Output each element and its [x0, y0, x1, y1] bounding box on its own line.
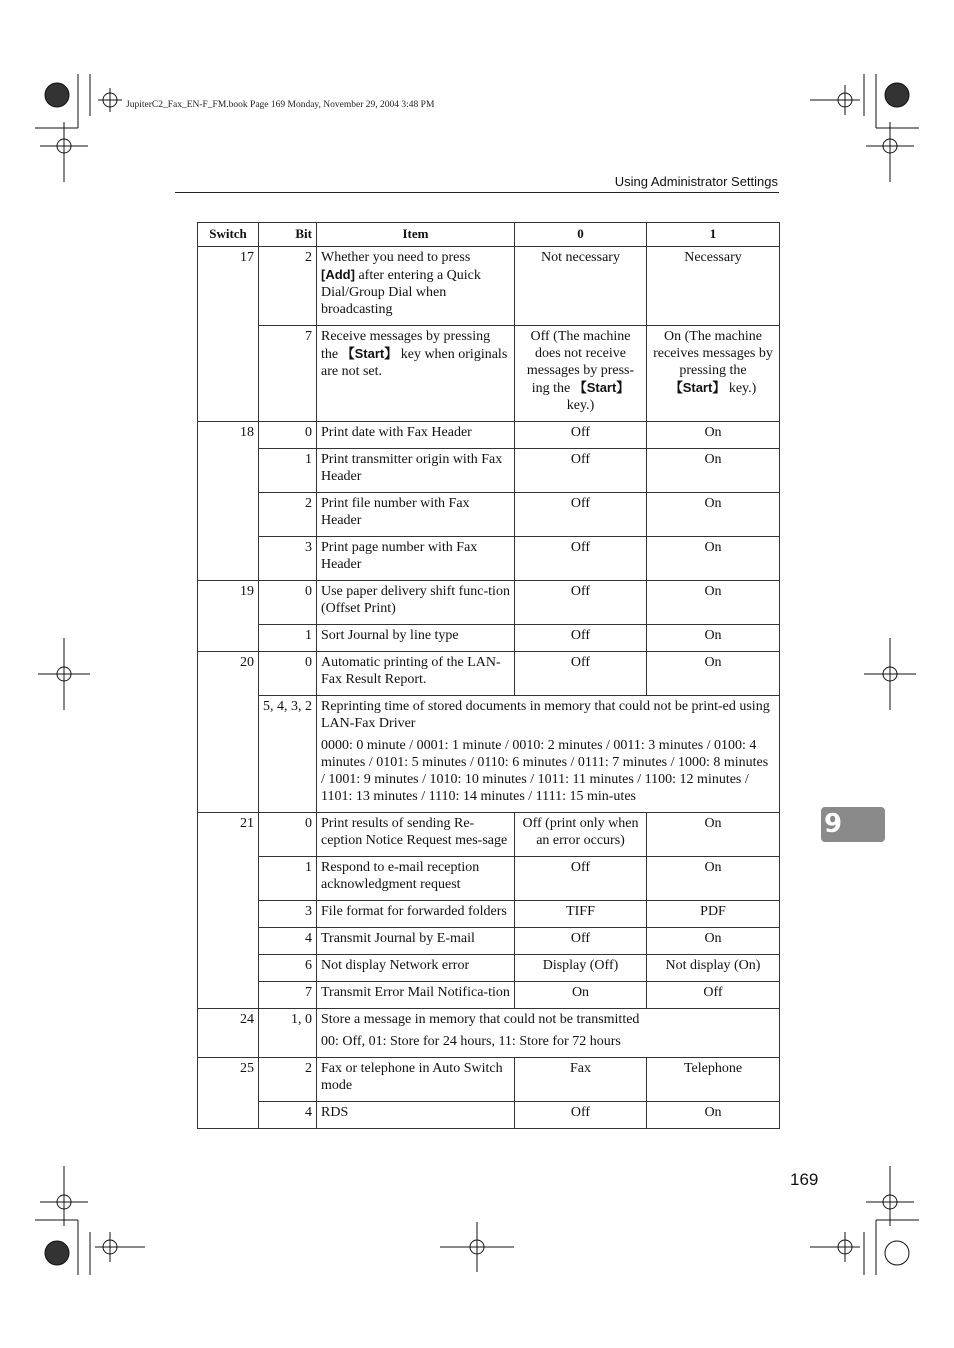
value-0-cell: Off — [515, 449, 647, 493]
value-text: key.) — [566, 398, 595, 413]
table-row — [198, 928, 780, 955]
bit-cell: 1 — [259, 449, 317, 493]
running-head: Using Administrator Settings — [614, 174, 778, 189]
item-cell: Transmit Error Mail Notifica-tion — [317, 982, 515, 1009]
value-0-cell: Off — [515, 422, 647, 449]
table-row — [198, 955, 780, 982]
add-key-label: [Add] — [321, 267, 355, 282]
header-switch: Switch — [198, 223, 259, 247]
value-0-cell: Off — [515, 537, 647, 581]
item-cell — [317, 247, 515, 326]
table-row — [198, 1009, 780, 1058]
bit-cell: 3 — [259, 901, 317, 928]
item-cell: RDS — [317, 1102, 515, 1129]
value-1-cell: On — [647, 813, 780, 857]
item-detail: 00: Off, 01: Store for 24 hours, 11: Store for 72 hours — [321, 1034, 621, 1049]
bit-cell: 0 — [259, 422, 317, 449]
value-text: Off (The machine does not receive messages by press-ing the — [526, 329, 635, 396]
item-text: Receive messages by pressing the — [321, 329, 491, 362]
value-0-cell: Off — [515, 581, 647, 625]
item-cell: Respond to e-mail reception acknowledgment request — [317, 857, 515, 901]
bit-cell: 0 — [259, 652, 317, 696]
item-cell: Print page number with Fax Header — [317, 537, 515, 581]
table-row — [198, 493, 780, 537]
table-row — [198, 1102, 780, 1129]
item-cell: Fax or telephone in Auto Switch mode — [317, 1058, 515, 1102]
item-cell-wide — [317, 1009, 780, 1058]
item-cell: Automatic printing of the LAN-Fax Result Report. — [317, 652, 515, 696]
value-1-cell: On — [647, 493, 780, 537]
item-text: key when originals are not set. — [321, 347, 508, 379]
start-key-label: 【Start】 — [341, 346, 398, 361]
value-text: On (The machine receives messages by pressing the — [653, 329, 773, 378]
switch-cell: 19 — [198, 581, 259, 652]
table-row — [198, 625, 780, 652]
header-bit: Bit — [259, 223, 317, 247]
value-0-cell: Off — [515, 625, 647, 652]
header-1: 1 — [647, 223, 780, 247]
value-1-cell: Telephone — [647, 1058, 780, 1102]
value-text: key.) — [728, 381, 757, 396]
table-row — [198, 982, 780, 1009]
value-0-cell: Off — [515, 493, 647, 537]
page-number: 169 — [790, 1170, 819, 1189]
value-1-cell: On — [647, 857, 780, 901]
value-1-cell: Off — [647, 982, 780, 1009]
item-cell: File format for forwarded folders — [317, 901, 515, 928]
switch-cell: 17 — [198, 247, 259, 422]
table-row — [198, 813, 780, 857]
value-0-cell: Off — [515, 1102, 647, 1129]
value-0-cell: Display (Off) — [515, 955, 647, 982]
value-1-cell: PDF — [647, 901, 780, 928]
value-0-cell: Off — [515, 928, 647, 955]
switch-settings-table — [197, 222, 780, 1129]
table-row — [198, 537, 780, 581]
item-cell — [317, 326, 515, 422]
value-0-cell — [515, 326, 647, 422]
bit-cell: 6 — [259, 955, 317, 982]
switch-cell: 25 — [198, 1058, 259, 1129]
value-1-cell: On — [647, 652, 780, 696]
item-cell: Print file number with Fax Header — [317, 493, 515, 537]
value-1-cell: On — [647, 581, 780, 625]
value-0-cell: Fax — [515, 1058, 647, 1102]
chapter-tab: 9 — [821, 807, 885, 842]
value-0-cell: Off — [515, 652, 647, 696]
table-row — [198, 449, 780, 493]
value-0-cell: On — [515, 982, 647, 1009]
value-1-cell: Not display (On) — [647, 955, 780, 982]
item-cell: Sort Journal by line type — [317, 625, 515, 652]
switch-cell: 24 — [198, 1009, 259, 1058]
start-key-label: 【Start】 — [669, 380, 726, 395]
table-header-row — [198, 223, 780, 247]
value-0-cell: Off — [515, 857, 647, 901]
item-text: Whether you need to press — [321, 250, 471, 265]
item-cell: Print date with Fax Header — [317, 422, 515, 449]
switch-cell: 18 — [198, 422, 259, 581]
switch-cell: 21 — [198, 813, 259, 1009]
value-1-cell: On — [647, 928, 780, 955]
value-1-cell: On — [647, 537, 780, 581]
table-row — [198, 247, 780, 326]
table-row — [198, 696, 780, 813]
bit-cell: 0 — [259, 581, 317, 625]
start-key-label: 【Start】 — [573, 380, 630, 395]
bit-cell: 1, 0 — [259, 1009, 317, 1058]
value-1-cell: On — [647, 422, 780, 449]
item-cell: Use paper delivery shift func-tion (Offset Print) — [317, 581, 515, 625]
value-1-cell: On — [647, 625, 780, 652]
item-detail: 0000: 0 minute / 0001: 1 minute / 0010: 2 minutes / 0011: 3 minutes / 0100: 4 minutes / 0101: 5 minutes / 0110: 6 minutes / 0111: 7 minutes / 1000: 8 minutes / 1001: 9 minutes / 1010: 10 minutes / 1011: 11 minutes / 1100: 12 minutes / 1101: 13 minutes / 1110: 14 minutes / 1111: 15 min-utes — [321, 738, 769, 804]
header-rule — [175, 192, 779, 193]
item-cell-wide — [317, 696, 780, 813]
item-text: after entering a Quick Dial/Group Dial when broadcasting — [321, 268, 481, 317]
bit-cell: 0 — [259, 813, 317, 857]
table-row — [198, 422, 780, 449]
item-text: Store a message in memory that could not be transmitted — [321, 1012, 640, 1027]
bit-cell: 1 — [259, 857, 317, 901]
table-row — [198, 1058, 780, 1102]
table-row — [198, 581, 780, 625]
value-0-cell: Off (print only when an error occurs) — [515, 813, 647, 857]
bit-cell: 2 — [259, 247, 317, 326]
header-0: 0 — [515, 223, 647, 247]
item-cell: Not display Network error — [317, 955, 515, 982]
bit-cell: 2 — [259, 493, 317, 537]
print-info-line: JupiterC2_Fax_EN-F_FM.book Page 169 Monday, November 29, 2004 3:48 PM — [126, 100, 435, 110]
item-cell: Transmit Journal by E-mail — [317, 928, 515, 955]
switch-cell: 20 — [198, 652, 259, 813]
bit-cell: 4 — [259, 1102, 317, 1129]
bit-cell: 3 — [259, 537, 317, 581]
table-row — [198, 652, 780, 696]
bit-cell: 1 — [259, 625, 317, 652]
item-text: Reprinting time of stored documents in memory that could not be print-ed using LAN-Fax Driver — [321, 699, 770, 731]
bit-cell: 7 — [259, 326, 317, 422]
item-cell: Print results of sending Re-ception Notice Request mes-sage — [317, 813, 515, 857]
bit-cell: 7 — [259, 982, 317, 1009]
value-0-cell: Not necessary — [515, 247, 647, 326]
value-1-cell: On — [647, 1102, 780, 1129]
header-item: Item — [317, 223, 515, 247]
bit-cell: 5, 4, 3, 2 — [259, 696, 317, 813]
bit-cell: 4 — [259, 928, 317, 955]
item-cell: Print transmitter origin with Fax Header — [317, 449, 515, 493]
value-0-cell: TIFF — [515, 901, 647, 928]
bit-cell: 2 — [259, 1058, 317, 1102]
table-row — [198, 326, 780, 422]
table-row — [198, 857, 780, 901]
value-1-cell: On — [647, 449, 780, 493]
value-1-cell — [647, 326, 780, 422]
table-row — [198, 901, 780, 928]
value-1-cell: Necessary — [647, 247, 780, 326]
